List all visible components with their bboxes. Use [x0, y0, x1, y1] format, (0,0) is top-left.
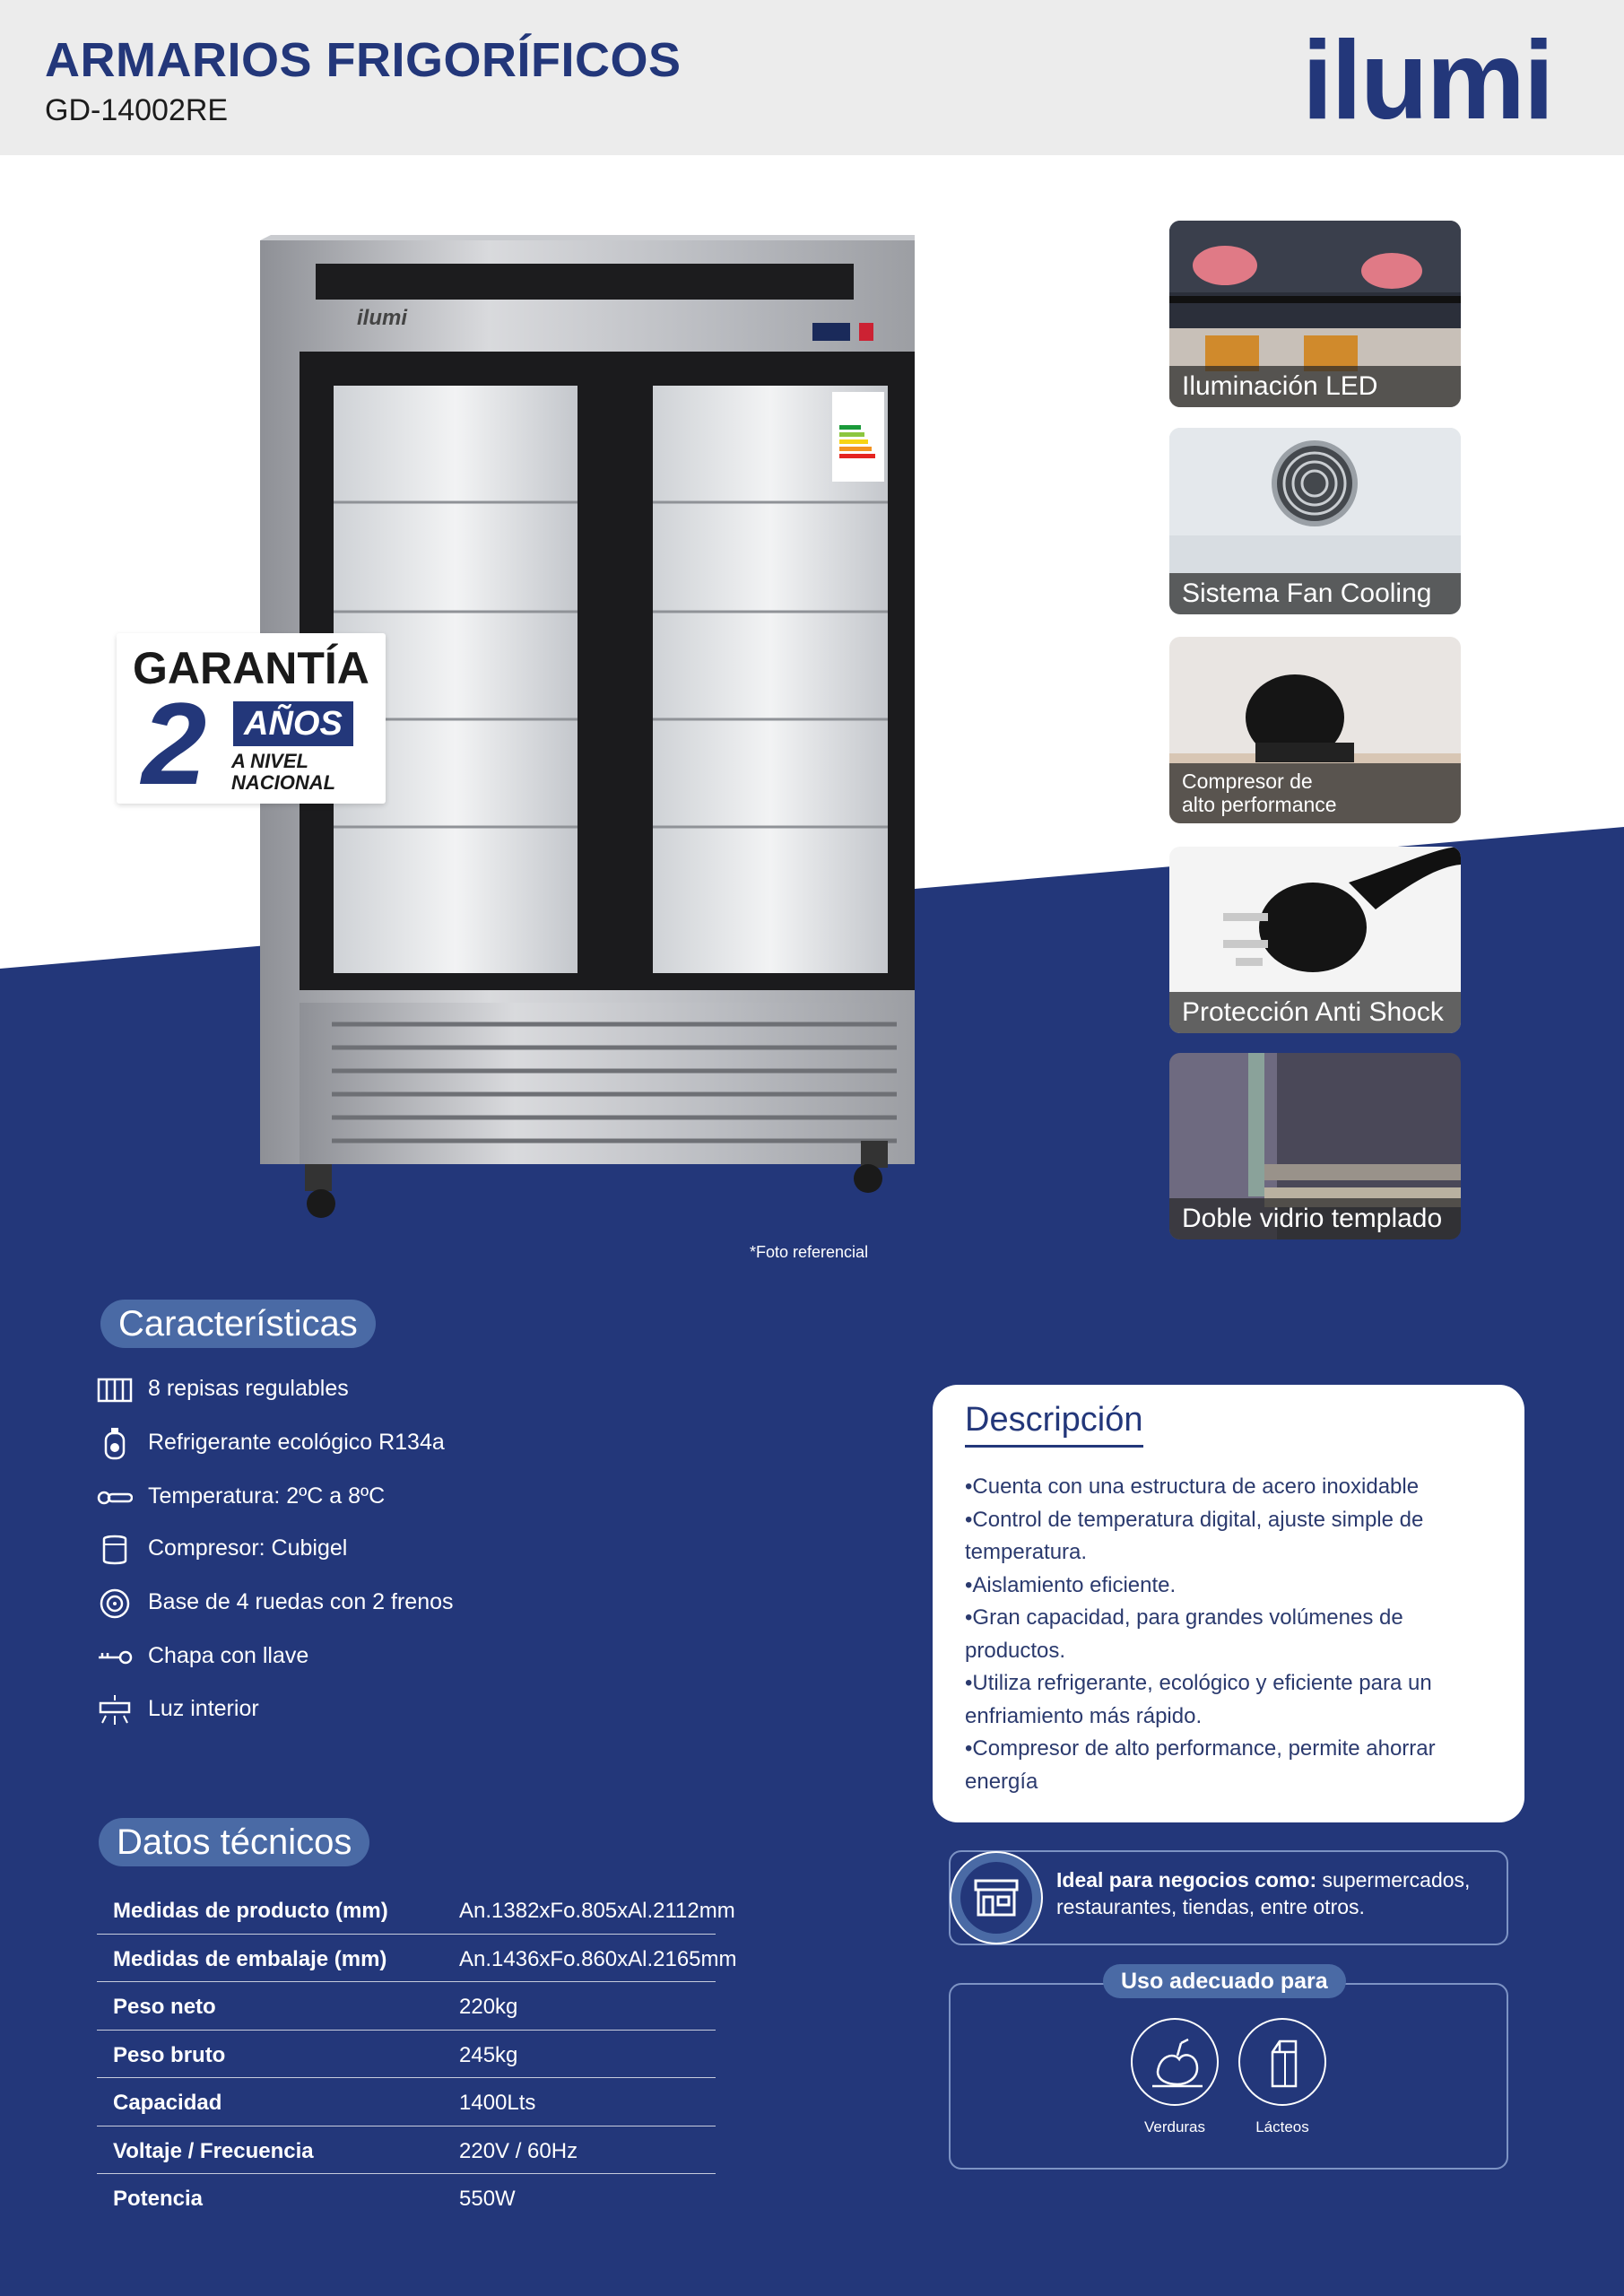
warranty-unit: AÑOS [233, 701, 353, 746]
list-item [97, 1692, 563, 1728]
feature-label-compressor-line-1: Compresor de [1182, 770, 1313, 794]
eco-refrigerant-icon [97, 1428, 133, 1460]
feature-tile-glass [1169, 1053, 1461, 1239]
description-line: productos. [965, 1638, 1066, 1663]
suitable-use-title: Uso adecuado para [1103, 1964, 1346, 1998]
tech-value: An.1436xFo.860xAl.2165mm [459, 1946, 737, 1971]
characteristics-title: Características [100, 1300, 376, 1348]
description-line: •Gran capacidad, para grandes volúmenes de [965, 1605, 1403, 1630]
list-item [97, 1480, 563, 1516]
key-icon [97, 1641, 133, 1674]
store-icon [949, 1850, 1044, 1945]
tech-key: Peso bruto [113, 2042, 226, 2067]
table-row [97, 1935, 737, 1983]
warranty-line-1: A NIVEL [231, 750, 308, 772]
thermometer-icon [97, 1482, 133, 1514]
warranty-title: GARANTÍA [133, 643, 369, 693]
list-item [97, 1532, 563, 1568]
characteristic-text: Temperatura: 2ºC a 8ºC [148, 1483, 386, 1509]
warranty-line-2: NACIONAL [231, 771, 336, 794]
feature-label-led: Iluminación LED [1169, 366, 1461, 407]
description-body [965, 1471, 1503, 1798]
description-line: •Utiliza refrigerante, ecológico y eficiente para un [965, 1671, 1432, 1695]
use-item-circle [1131, 2018, 1219, 2106]
wheel-icon [97, 1587, 133, 1620]
tech-value: An.1382xFo.805xAl.2112mm [459, 1899, 735, 1923]
compressor-icon [97, 1534, 133, 1566]
description-line: •Cuenta con una estructura de acero inoxidable [965, 1474, 1420, 1499]
description-line: •Control de temperatura digital, ajuste simple de [965, 1507, 1424, 1532]
tech-key: Medidas de embalaje (mm) [113, 1946, 387, 1971]
table-row [97, 2174, 716, 2222]
table-row [97, 2126, 716, 2175]
list-item [97, 1586, 563, 1622]
description-card [933, 1385, 1524, 1822]
tech-table [97, 1886, 737, 2222]
brand-logo: ilumi [1302, 19, 1553, 143]
feature-tile-compressor [1169, 637, 1461, 823]
page-title: ARMARIOS FRIGORÍFICOS [45, 33, 682, 87]
characteristic-text: Luz interior [148, 1696, 259, 1721]
use-label: Verduras [1143, 2118, 1206, 2135]
feature-label-fan: Sistema Fan Cooling [1169, 573, 1461, 614]
description-line: enfriamiento más rápido. [965, 1703, 1203, 1728]
tech-key: Peso neto [113, 1995, 216, 2019]
ideal-business-text [1056, 1866, 1500, 1920]
tech-value: 220kg [459, 1995, 518, 2019]
vegetables-icon [1133, 2020, 1220, 2108]
feature-tile-led [1169, 221, 1461, 407]
list-item [97, 1372, 563, 1408]
feature-label-compressor-line-2: alto performance [1182, 792, 1337, 816]
use-item-vegetables [1125, 2018, 1224, 2136]
model-code: GD-14002RE [45, 93, 229, 127]
tech-key: Capacidad [113, 2091, 222, 2115]
characteristic-text: Compresor: Cubigel [148, 1535, 348, 1561]
characteristic-text: Refrigerante ecológico R134a [148, 1430, 445, 1455]
fridge-brand-plate: ilumi [357, 306, 408, 330]
list-item [97, 1639, 563, 1675]
characteristic-text: Base de 4 ruedas con 2 frenos [148, 1589, 454, 1614]
characteristic-text: Chapa con llave [148, 1643, 309, 1668]
photo-note: *Foto referencial [750, 1243, 869, 1261]
feature-label-plug: Protección Anti Shock [1169, 992, 1461, 1033]
table-row [97, 2078, 716, 2126]
tech-value: 1400Lts [459, 2091, 536, 2115]
table-row [97, 1982, 716, 2031]
tech-key: Voltaje / Frecuencia [113, 2138, 314, 2163]
description-title: Descripción [965, 1401, 1143, 1448]
tech-value: 220V / 60Hz [459, 2138, 578, 2163]
description-line: temperatura. [965, 1540, 1088, 1564]
description-line: •Compresor de alto performance, permite ahorrar [965, 1736, 1436, 1761]
use-item-circle [1238, 2018, 1326, 2106]
warranty-badge [117, 633, 386, 809]
light-icon [97, 1694, 133, 1726]
ideal-business-list: supermercados, restaurantes, tiendas, entre otros. [1056, 1868, 1471, 1918]
tech-value: 245kg [459, 2042, 518, 2067]
feature-label-glass: Doble vidrio templado [1169, 1198, 1461, 1239]
characteristic-text: 8 repisas regulables [148, 1376, 349, 1401]
feature-label-compressor [1169, 763, 1461, 823]
list-item [97, 1426, 563, 1462]
description-line: energía [965, 1769, 1038, 1794]
tech-key: Medidas de producto (mm) [113, 1899, 388, 1923]
feature-tile-plug [1169, 847, 1461, 1033]
table-row [97, 1886, 735, 1935]
tech-title: Datos técnicos [99, 1818, 369, 1866]
ideal-business-bold: Ideal para negocios como: [1056, 1868, 1317, 1892]
tech-value: 550W [459, 2187, 516, 2211]
use-label: Lácteos [1255, 2118, 1309, 2135]
suitable-use-box [949, 1983, 1508, 2170]
warranty-number: 2 [142, 678, 207, 809]
use-item-dairy [1233, 2018, 1332, 2136]
shelves-icon [97, 1374, 133, 1406]
feature-tile-fan [1169, 428, 1461, 614]
table-row [97, 2031, 716, 2079]
ideal-business-box [949, 1850, 1508, 1945]
milk-carton-icon [1240, 2020, 1328, 2108]
tech-key: Potencia [113, 2187, 204, 2211]
description-line: •Aislamiento eficiente. [965, 1572, 1177, 1597]
